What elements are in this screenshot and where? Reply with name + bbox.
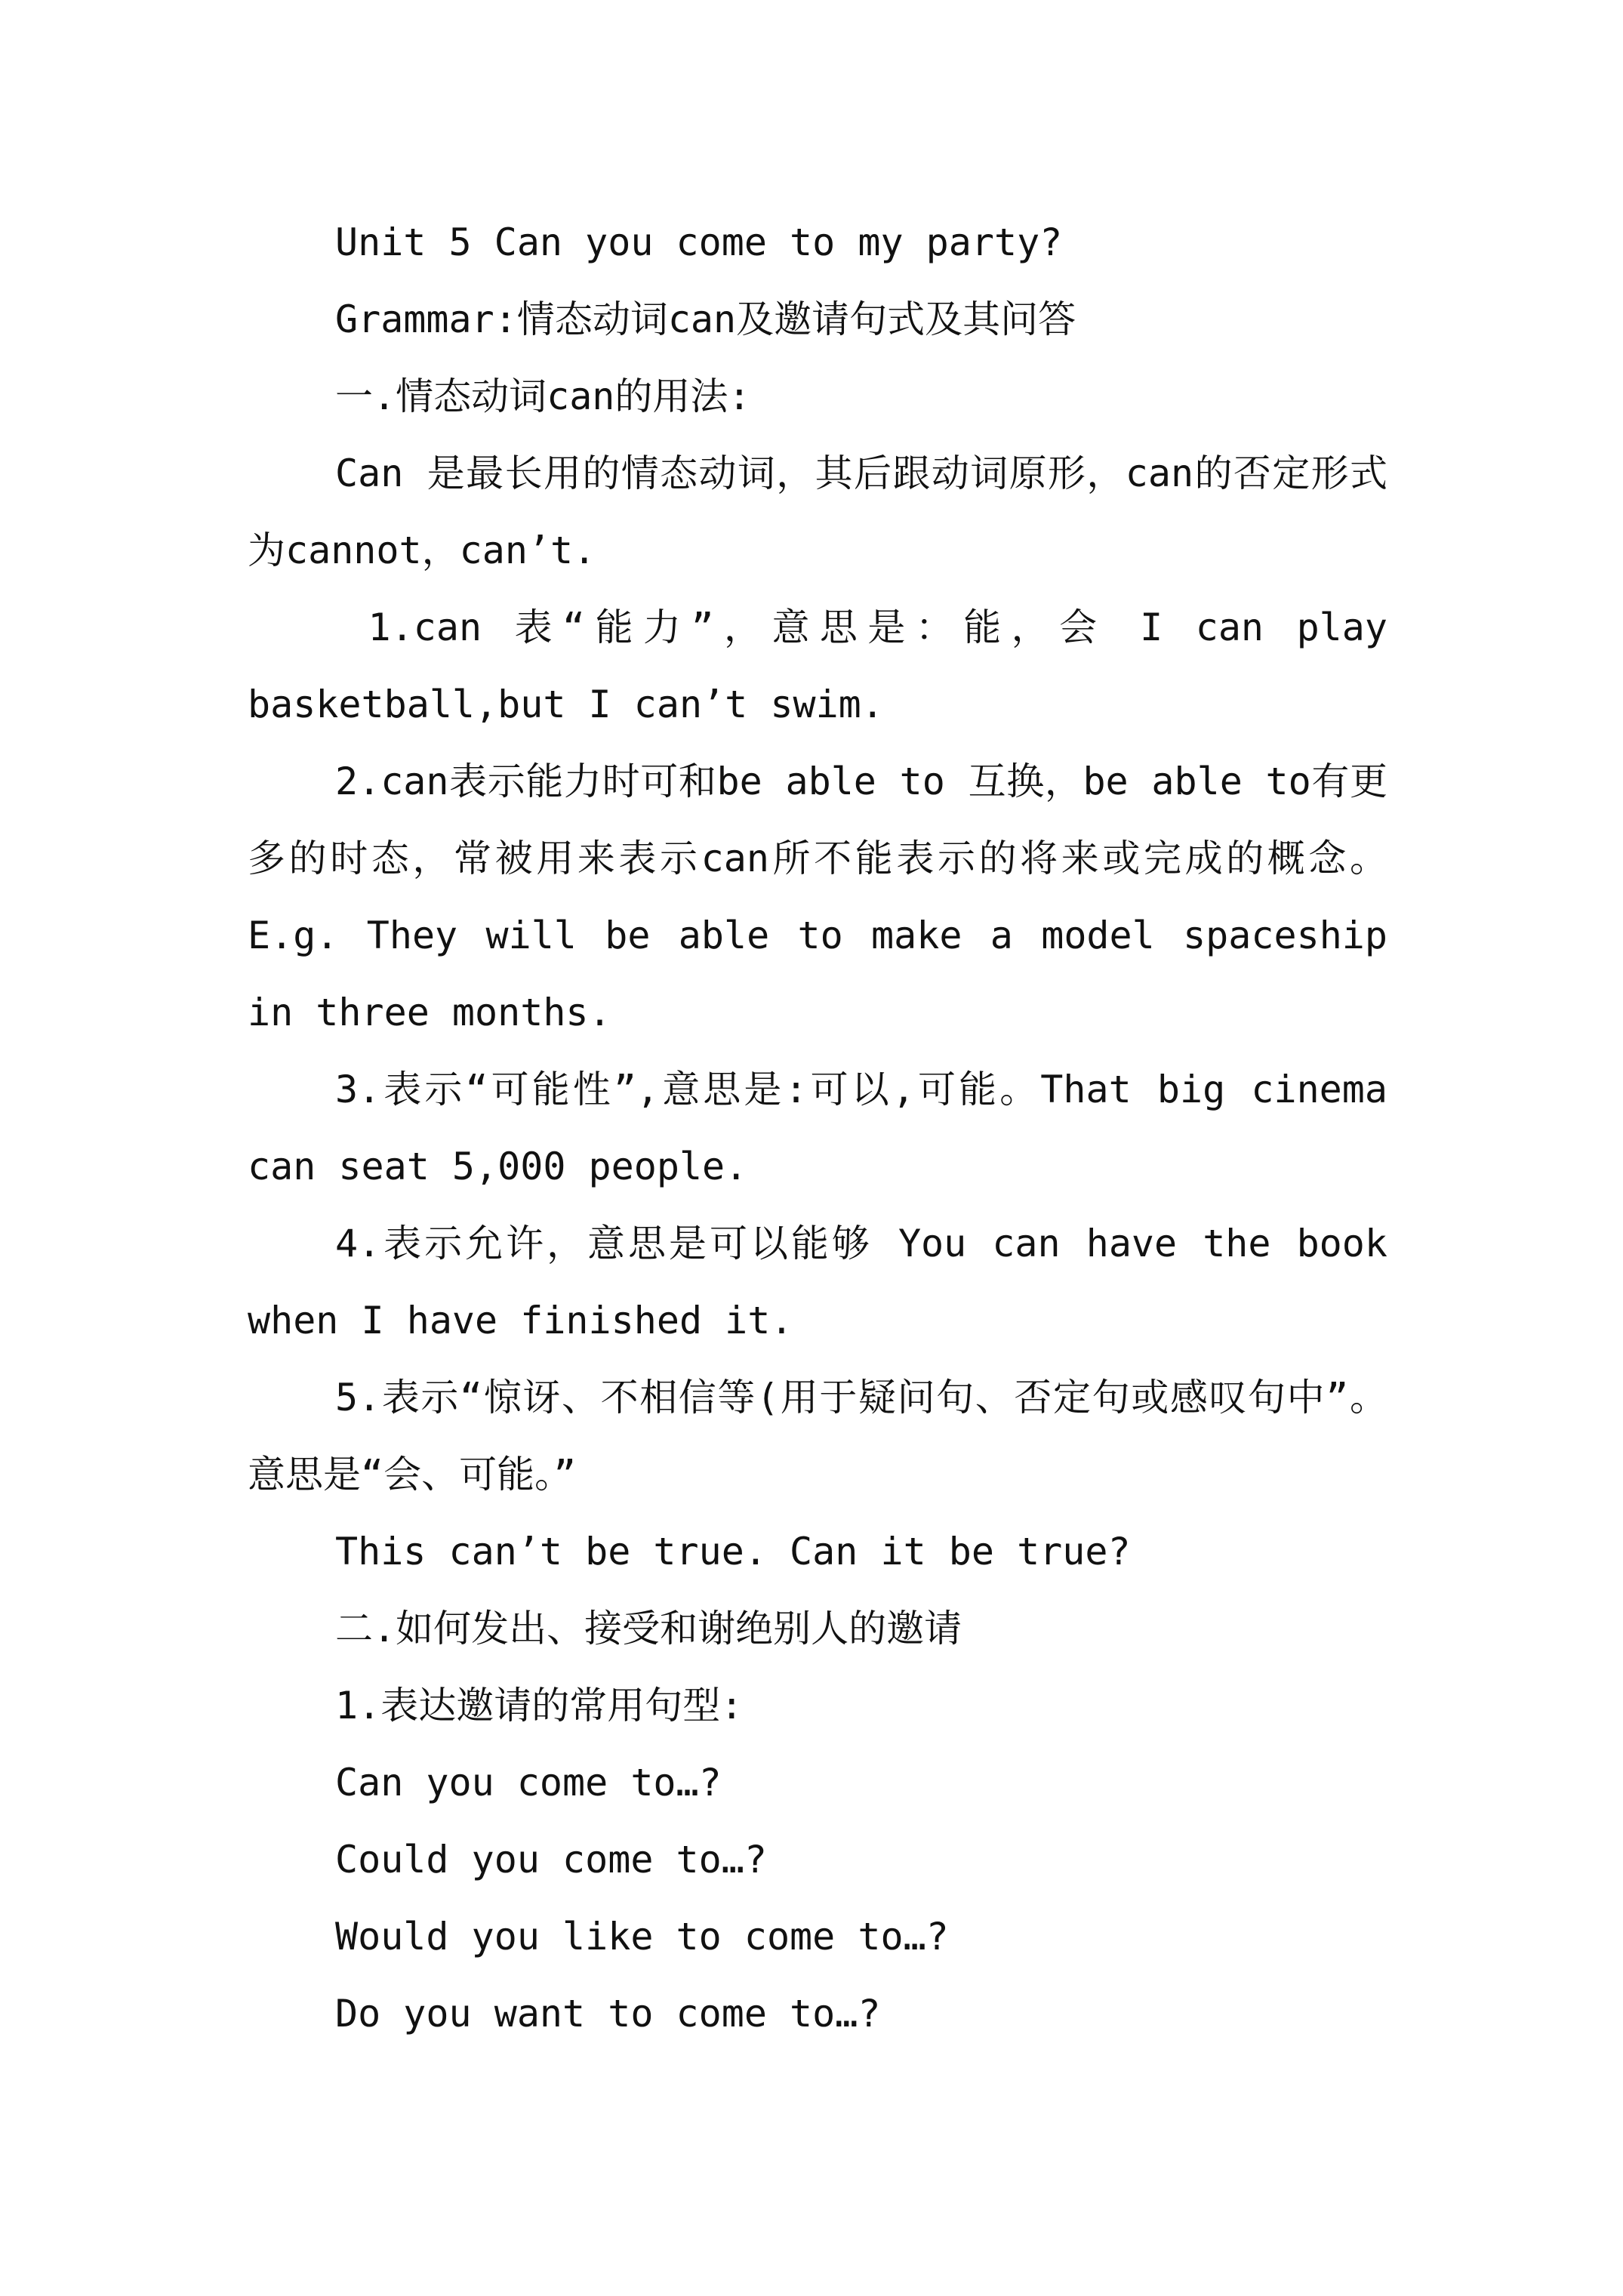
section-1-heading: 一.情态动词can的用法:: [335, 374, 751, 418]
pattern-line: Can you come to…?: [335, 1761, 722, 1804]
pattern-line: Would you like to come to…?: [335, 1915, 949, 1959]
point-5-example: This can’t be true. Can it be true?: [335, 1530, 1131, 1573]
intro-paragraph: Can 是最长用的情态动词，其后跟动词原形，can的否定形式为cannot，can’t.: [248, 451, 1387, 572]
point-2-paragraph: 2.can表示能力时可和be able to 互换，be able to有更多的时态，常被用来表示can所不能表示的将来或完成的概念。E.g. They will be able to make a model spaceship in three months.: [248, 760, 1411, 1034]
section-2-heading: 二.如何发出、接受和谢绝别人的邀请: [335, 1607, 962, 1650]
point-4-paragraph: 4.表示允许，意思是可以能够 You can have the book when I have finished it.: [248, 1222, 1411, 1342]
point-5-paragraph: 5.表示“惊讶、不相信等(用于疑问句、否定句或感叹句中”。意思是“会、可能。”: [248, 1376, 1387, 1496]
grammar-heading: Grammar:情态动词can及邀请句式及其问答: [335, 297, 1076, 341]
point-3-paragraph: 3.表示“可能性”,意思是:可以,可能。That big cinema can seat 5,000 people.: [248, 1068, 1411, 1188]
point-1-paragraph: 1.can 表“能力”，意思是：能，会 I can play basketball,but I can’t swim.: [248, 606, 1411, 726]
pattern-line: Could you come to…?: [335, 1838, 767, 1881]
document-title: Unit 5 Can you come to my party?: [335, 220, 1063, 264]
document-body: [248, 204, 1411, 2052]
pattern-line: Do you want to come to…?: [335, 1992, 881, 2036]
section-2-point-1: 1.表达邀请的常用句型:: [335, 1684, 744, 1727]
